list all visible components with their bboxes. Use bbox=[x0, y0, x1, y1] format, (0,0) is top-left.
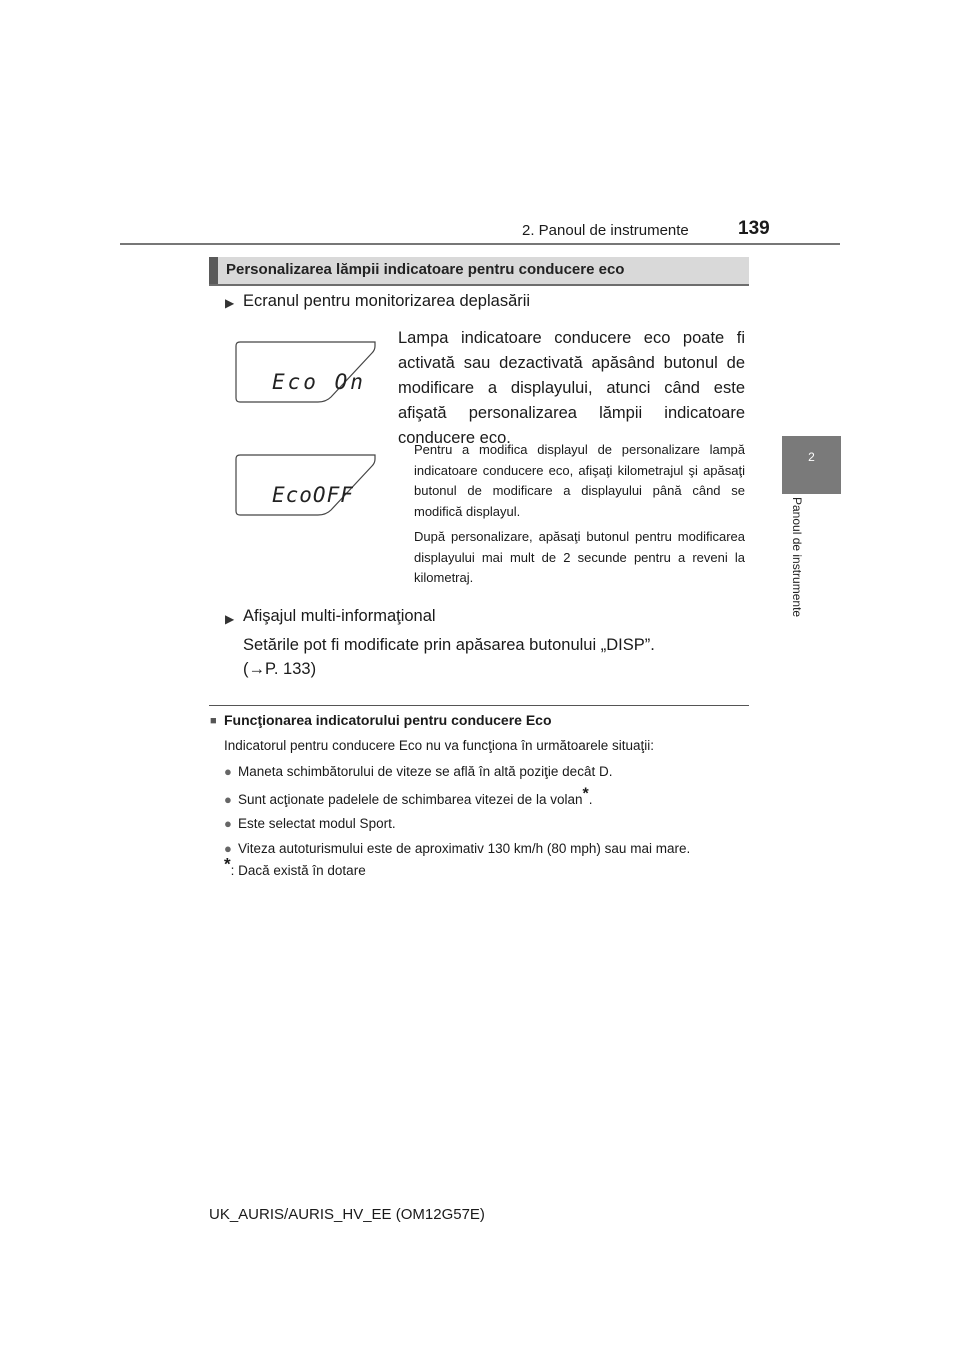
notes-bullet-1: Maneta schimbătorului de viteze se află în altă poziţie decât D. bbox=[238, 764, 613, 779]
header-rule bbox=[120, 243, 840, 245]
circle-bullet-icon: ● bbox=[224, 764, 232, 779]
triangle-bullet-icon: ▶ bbox=[225, 612, 235, 626]
notes-intro: Indicatorul pentru conducere Eco nu va funcţiona în următoarele situaţii: bbox=[224, 738, 655, 753]
notes-heading: Funcţionarea indicatorului pentru conducere Eco bbox=[224, 712, 552, 728]
section-heading: Personalizarea lămpii indicatoare pentru conducere eco bbox=[226, 261, 625, 278]
footnote bbox=[224, 854, 366, 880]
notes-bullet-3: Este selectat modul Sport. bbox=[238, 816, 396, 831]
circle-bullet-icon: ● bbox=[224, 816, 232, 831]
notes-divider bbox=[209, 705, 749, 706]
notes-bullet-2-end: . bbox=[588, 792, 593, 807]
eco-off-display bbox=[234, 454, 379, 518]
eco-off-display-text: EcoOFF bbox=[272, 483, 354, 507]
note-paragraph-2: După personalizare, apăsaţi butonul pentru modificarea displayului mai mult de 2 secunde pentru a reveni la kilometraj. bbox=[414, 529, 745, 585]
item-title-multi-info: Afişajul multi-informaţional bbox=[243, 607, 436, 625]
note-paragraph-1: Pentru a modifica displayul de personalizare lampă indicatoare conducere eco, afişaţi kilometrajul şi apăsaţi butonul de modificare a displayului până când se modifică displayul. bbox=[414, 442, 745, 519]
notes-bullet-2 bbox=[238, 785, 593, 809]
notes-bullet-2-text: Sunt acţionate padelele de schimbarea vitezei de la volan bbox=[238, 792, 583, 807]
chapter-tab-label: Panoul de instrumente bbox=[790, 497, 804, 618]
triangle-bullet-icon: ▶ bbox=[225, 296, 235, 310]
chapter-tab-number: 2 bbox=[808, 450, 815, 464]
item-text-disp: Setările pot fi modificate prin apăsarea butonului „DISP”. bbox=[243, 636, 655, 654]
chapter-tab bbox=[782, 436, 841, 494]
circle-bullet-icon: ● bbox=[224, 841, 232, 856]
footnote-text: : Dacă există în dotare bbox=[230, 863, 366, 878]
circle-bullet-icon: ● bbox=[224, 792, 232, 807]
page-reference-link[interactable]: (→P. 133) bbox=[243, 660, 317, 678]
section-heading-accent bbox=[209, 257, 218, 284]
footnote-asterisk: * bbox=[582, 785, 589, 803]
notes-bullet-4: Viteza autoturismului este de aproximativ 130 km/h (80 mph) sau mai mare. bbox=[238, 841, 691, 856]
section-title: 2. Panoul de instrumente bbox=[522, 222, 689, 239]
main-paragraph: Lampa indicatoare conducere eco poate fi activată sau dezactivată apăsând butonul de modificare a displayului, atunci când este afişată personalizarea lămpii indicatoare conducere eco. bbox=[398, 329, 745, 447]
page-number: 139 bbox=[738, 218, 770, 239]
footnote-mark: * bbox=[224, 854, 231, 874]
eco-on-display-text: Eco On bbox=[272, 370, 366, 394]
item-title-monitor: Ecranul pentru monitorizarea deplasării bbox=[243, 292, 531, 310]
document-id: UK_AURIS/AURIS_HV_EE (OM12G57E) bbox=[209, 1206, 485, 1223]
square-bullet-icon: ■ bbox=[210, 715, 217, 727]
eco-on-display bbox=[234, 341, 379, 405]
